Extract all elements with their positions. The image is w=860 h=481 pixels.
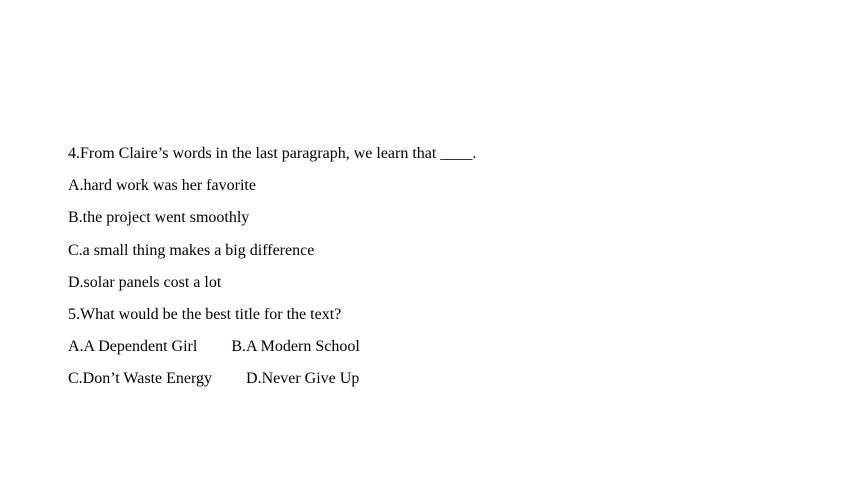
question-5-option-b: B.A Modern School bbox=[231, 338, 360, 356]
question-4-option-d: D.solar panels cost a lot bbox=[68, 273, 222, 291]
question-5-option-d: D.Never Give Up bbox=[246, 370, 360, 388]
question-5-option-a: A.A Dependent Girl bbox=[68, 338, 198, 356]
question-4-stem: 4.From Claire’s words in the last paragraph, we learn that ____. bbox=[68, 145, 477, 162]
question-5-options-row-2 bbox=[68, 369, 828, 389]
question-5-stem: 5.What would be the best title for the text? bbox=[68, 305, 342, 323]
question-list bbox=[68, 144, 828, 402]
question-5-options-row-1 bbox=[68, 337, 828, 357]
question-5-option-c: C.Don’t Waste Energy bbox=[68, 370, 213, 388]
question-4-option-a: A.hard work was her favorite bbox=[68, 177, 256, 195]
question-4-option-b: B.the project went smoothly bbox=[68, 209, 250, 227]
question-4-option-c: C.a small thing makes a big difference bbox=[68, 241, 315, 259]
